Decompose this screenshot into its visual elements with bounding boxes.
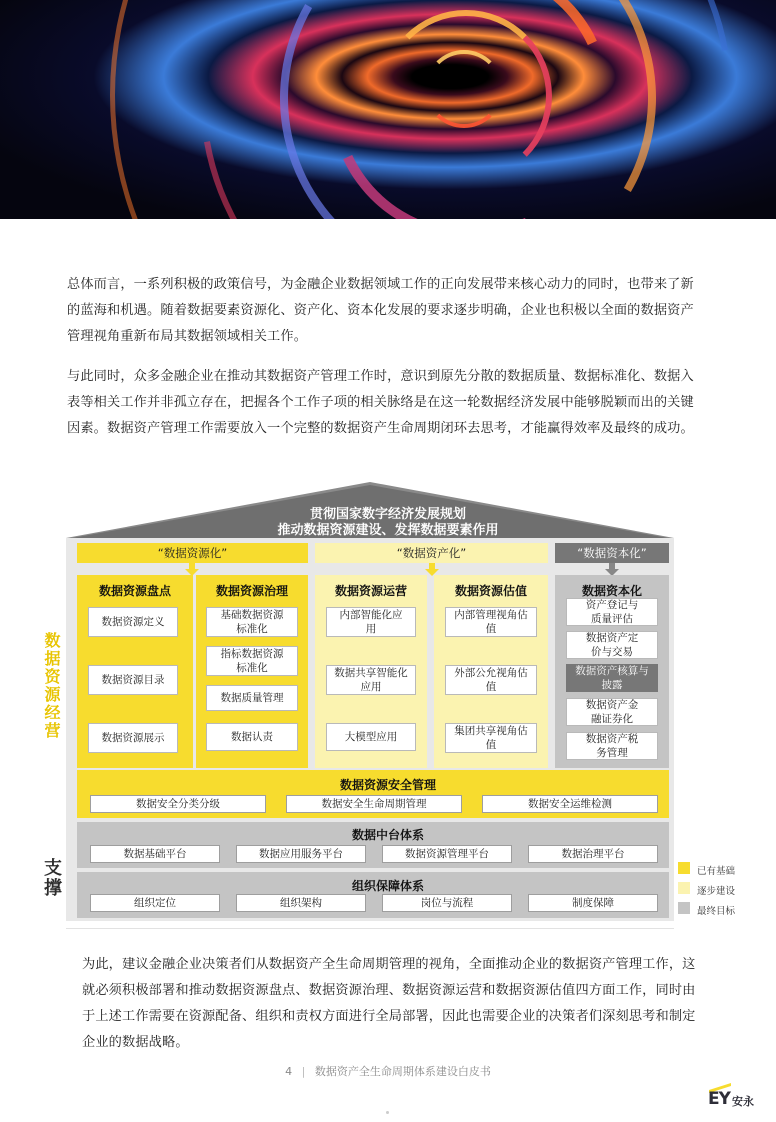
list-item: 数据资源定义 <box>88 607 178 637</box>
list-item: 外部公允视角估值 <box>445 665 537 695</box>
column-title: 数据资源估值 <box>454 584 527 598</box>
ey-logo-mark: EY <box>708 1089 730 1109</box>
ey-logo-text: 安永 <box>732 1095 754 1108</box>
list-item: 数据应用服务平台 <box>236 845 366 863</box>
list-item: 数据认责 <box>206 723 298 751</box>
stage-header-resource: “数据资源化” <box>77 543 308 563</box>
legend-swatch <box>678 882 690 894</box>
intro-paragraph: 总体而言，一系列积极的政策信号，为金融企业数据领域工作的正向发展带来核心动力的同时，也带来了新的蓝海和机遇。随着数据要素资源化、资产化、资本化发展的要求逐步明确，企业也积极以全面的数据资产管理视角重新布局其数据领域相关工作。 <box>67 277 694 344</box>
column-title: 数据资源治理 <box>215 584 288 598</box>
list-item: 基础数据资源标准化 <box>206 607 298 637</box>
column-title: 数据资本化 <box>581 584 642 598</box>
legend-label: 已有基础 <box>697 866 736 877</box>
list-item: 内部管理视角估值 <box>445 607 537 637</box>
list-item: 指标数据资源标准化 <box>206 646 298 676</box>
page-number: 4 <box>285 1065 293 1078</box>
divider <box>66 928 674 929</box>
legend-swatch <box>678 862 690 874</box>
hero-abstract-image <box>0 0 776 219</box>
page-footer <box>0 1063 776 1079</box>
roof-title-line2: 推动数据资源建设、发挥数据要素作用 <box>277 523 499 538</box>
column-title: 数据资源盘点 <box>98 584 171 598</box>
stage-header-capital: “数据资本化” <box>555 543 669 563</box>
org-band-title: 组织保障体系 <box>351 879 424 893</box>
footer-separator: | <box>301 1065 306 1078</box>
list-item: 数据安全分类分级 <box>90 795 266 813</box>
list-item: 数据共享智能化应用 <box>326 665 416 695</box>
legend-label: 逐步建设 <box>697 886 736 897</box>
column-title: 数据资源运营 <box>334 584 407 598</box>
context-paragraph: 与此同时，众多金融企业在推动其数据资产管理工作时，意识到原先分散的数据质量、数据标准化、数据入表等相关工作并非孤立存在，把握各个工作子项的相关脉络是在这一轮数据经济发展中能够脱颖而出的关键因素。数据资产管理工作需要放入一个完整的数据资产生命周期闭环去思考，才能赢得效率及最终的成功。 <box>67 369 694 436</box>
recommendation-paragraph: 为此，建议金融企业决策者们从数据资产全生命周期管理的视角，全面推动企业的数据资产管理工作，这就必须积极部署和推动数据资源盘点、数据资源治理、数据资源运营和数据资源估值四方面工作，同时由于上述工作需要在资源配备、组织和责权方面进行全局部署，因此也需要企业的决策者们深刻思考和制定企业的数据战略。 <box>82 957 696 1050</box>
footer-title: 数据资产全生命周期体系建设白皮书 <box>314 1065 491 1078</box>
list-item: 数据资产税务管理 <box>566 732 658 760</box>
list-item: 集团共享视角估值 <box>445 723 537 753</box>
list-item: 资产登记与质量评估 <box>566 598 658 626</box>
list-item: 数据资源管理平台 <box>382 845 512 863</box>
list-item: 岗位与流程 <box>382 894 512 912</box>
list-item: 数据资产核算与披露 <box>566 664 658 692</box>
platform-band-title: 数据中台体系 <box>351 828 424 842</box>
list-item: 数据资产金融证券化 <box>566 698 658 726</box>
list-item: 数据治理平台 <box>528 845 658 863</box>
side-label-operations: 数据资源经营 <box>42 632 61 740</box>
side-label-support: 支撑 <box>41 858 62 898</box>
legend-label: 最终目标 <box>697 906 736 917</box>
page-dot <box>386 1111 389 1114</box>
ey-logo <box>707 1081 767 1111</box>
list-item: 数据安全生命周期管理 <box>286 795 462 813</box>
list-item: 数据安全运维检测 <box>482 795 658 813</box>
list-item: 组织定位 <box>90 894 220 912</box>
list-item: 数据资源目录 <box>88 665 178 695</box>
list-item: 组织架构 <box>236 894 366 912</box>
list-item: 数据资产定价与交易 <box>566 631 658 659</box>
legend-swatch <box>678 902 690 914</box>
list-item: 数据基础平台 <box>90 845 220 863</box>
list-item: 数据质量管理 <box>206 685 298 711</box>
stage-header-asset: “数据资产化” <box>315 543 548 563</box>
security-band-title: 数据资源安全管理 <box>339 778 436 792</box>
list-item: 制度保障 <box>528 894 658 912</box>
list-item: 大模型应用 <box>326 723 416 751</box>
list-item: 数据资源展示 <box>88 723 178 753</box>
roof-title-line1: 贯彻国家数字经济发展规划 <box>309 507 466 522</box>
list-item: 内部智能化应用 <box>326 607 416 637</box>
